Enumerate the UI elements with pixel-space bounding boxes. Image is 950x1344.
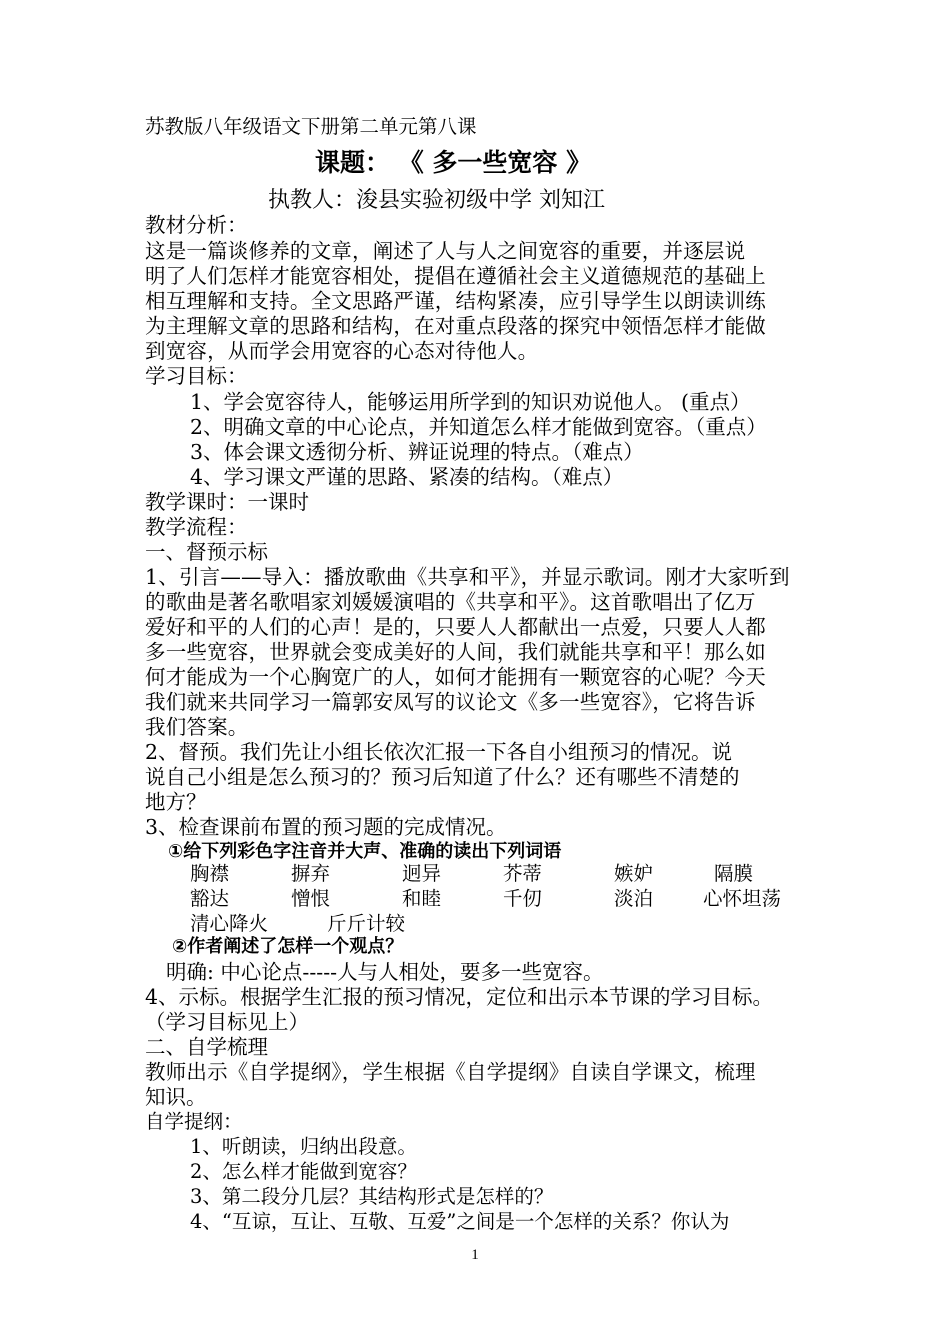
- paragraph-line: 4、示标。根据学生汇报的预习情况，定位和出示本节课的学习目标。: [145, 985, 774, 1009]
- outline-item: 4、“互谅，互让、互敬、互爱”之间是一个怎样的关系？你认为: [190, 1210, 730, 1233]
- paragraph-line: 2、督预。我们先让小组长依次汇报一下各自小组预习的情况。说: [145, 740, 733, 764]
- vocab-row: [190, 886, 830, 912]
- page-number: 1: [471, 1247, 479, 1263]
- paragraph-line: （学习目标见上）: [145, 1010, 309, 1034]
- vocab-word: 嫉妒: [614, 862, 654, 885]
- vocab-word: 憎恨: [291, 887, 331, 910]
- vocab-word: 斤斤计较: [327, 912, 406, 935]
- outline-item: 1、听朗读，归纳出段意。: [190, 1135, 417, 1158]
- paragraph-line: 地方？: [145, 790, 207, 814]
- vocab-word: 隔膜: [714, 862, 754, 885]
- analysis-heading: 教材分析：: [145, 213, 248, 237]
- paragraph-line: 何才能成为一个心胸宽广的人，如何才能拥有一颗宽容的心呢？今天: [145, 665, 766, 689]
- author-line: 执教人：浚县实验初级中学 刘知江: [268, 188, 605, 213]
- vocab-word: 胸襟: [190, 862, 230, 885]
- goal-item: 1、学会宽容待人，能够运用所学到的知识劝说他人。 (重点）: [190, 390, 751, 414]
- outline-item: 3、第二段分几层？其结构形式是怎样的？: [190, 1185, 554, 1208]
- section-heading: 二、自学梳理: [145, 1035, 268, 1059]
- paragraph-line: 的歌曲是著名歌唱家刘媛媛演唱的《共享和平》。这首歌唱出了亿万: [145, 590, 756, 614]
- section-heading: 一、督预示标: [145, 540, 268, 564]
- question-1: ①给下列彩色字注音并大声、准确的读出下列词语: [168, 841, 562, 862]
- question-2: ②作者阐述了怎样一个观点？: [172, 936, 404, 957]
- paragraph-line: 到宽容，从而学会用宽容的心态对待他人。: [145, 339, 539, 363]
- outline-item: 2、怎么样才能做到宽容？: [190, 1160, 417, 1183]
- vocab-word: 和睦: [402, 887, 442, 910]
- lesson-title: 课题： 《 多一些宽容 》: [315, 148, 592, 177]
- paragraph-line: 我们就来共同学习一篇郭安凤写的议论文《多一些宽容》，它将告诉: [145, 690, 756, 714]
- paragraph-line: 为主理解文章的思路和结构，在对重点段落的探究中领悟怎样才能做: [145, 314, 766, 338]
- paragraph-line: 教师出示《自学提纲》，学生根据《自学提纲》自读自学课文，梳理: [145, 1060, 756, 1084]
- paragraph-line: 多一些宽容，世界就会变成美好的人间，我们就能共享和平！那么如: [145, 640, 766, 664]
- paragraph-line: 相互理解和支持。全文思路严谨，结构紧凑，应引导学生以朗读训练: [145, 289, 766, 313]
- outline-heading: 自学提纲：: [145, 1110, 243, 1133]
- paragraph-line: 这是一篇谈修养的文章，阐述了人与人之间宽容的重要，并逐层说: [145, 239, 746, 263]
- paragraph-line: 1、引言——导入：播放歌曲《共享和平》，并显示歌词。刚才大家听到: [145, 565, 790, 589]
- vocab-row: [190, 861, 830, 887]
- goal-item: 4、学习课文严谨的思路、紧凑的结构。（难点）: [190, 465, 624, 489]
- answer-line: 明确: 中心论点-----人与人相处，要多一些宽容。: [166, 960, 604, 984]
- paragraph-line: 3、检查课前布置的预习题的完成情况。: [145, 815, 507, 839]
- goal-item: 3、体会课文透彻分析、辨证说理的特点。（难点）: [190, 440, 644, 464]
- flow-heading: 教学流程：: [145, 515, 248, 539]
- class-hours: 教学课时：一课时: [145, 490, 309, 514]
- paragraph-line: 明了人们怎样才能宽容相处，提倡在遵循社会主义道德规范的基础上: [145, 264, 766, 288]
- vocab-word: 摒弃: [291, 862, 331, 885]
- paragraph-line: 爱好和平的人们的心声！是的，只要人人都献出一点爱，只要人人都: [145, 615, 766, 639]
- goal-item: 2、明确文章的中心论点，并知道怎么样才能做到宽容。（重点）: [190, 415, 767, 439]
- vocab-word: 心怀坦荡: [703, 887, 782, 910]
- vocab-word: 千仞: [503, 887, 543, 910]
- course-line: 苏教版八年级语文下册第二单元第八课: [145, 115, 477, 138]
- vocab-word: 清心降火: [190, 912, 269, 935]
- goals-heading: 学习目标：: [145, 364, 248, 388]
- vocab-word: 芥蒂: [503, 862, 543, 885]
- paragraph-line: 知识。: [145, 1085, 207, 1109]
- paragraph-line: 说自己小组是怎么预习的？预习后知道了什么？还有哪些不清楚的: [145, 765, 740, 789]
- vocab-word: 迥异: [402, 862, 442, 885]
- paragraph-line: 我们答案。: [145, 715, 249, 739]
- vocab-word: 淡泊: [614, 887, 654, 910]
- vocab-word: 豁达: [190, 887, 230, 910]
